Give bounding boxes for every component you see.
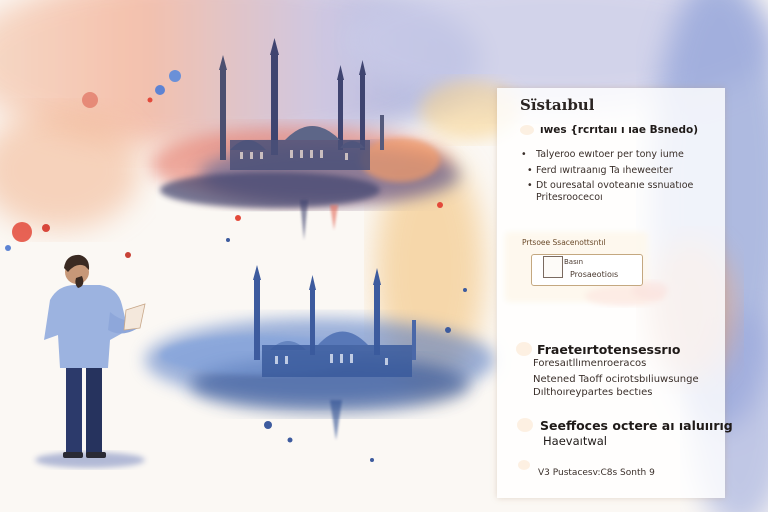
section-3-subheading: Haevaıtwal bbox=[543, 434, 607, 448]
bullet-continuation: Pritesroocecoı bbox=[536, 192, 603, 203]
person-figure bbox=[35, 255, 145, 468]
card-box bbox=[543, 256, 563, 278]
card-box-text: Basın bbox=[564, 258, 584, 266]
panel-footer: V3 Pustacesv:C8s Sonth 9 bbox=[538, 468, 655, 478]
section-3-heading: Seeffoces octere aı ıaluıırıg bbox=[540, 418, 733, 433]
section-2-heading: Fraeteırtotensessrıo bbox=[537, 342, 681, 357]
section-2-line: Dılthoıreypartes bectıes bbox=[533, 387, 653, 398]
panel-title: Sïstaıbul bbox=[520, 96, 595, 114]
card-inner-text: Prosaeotioıs bbox=[570, 270, 619, 279]
bullet-item: Dt ouresatal ovoteanıe ssnuatıoe bbox=[536, 180, 694, 191]
section-2-line: Foresaıtllımenroeracos bbox=[533, 358, 647, 369]
bullet-item: Talyeroo ewıtoer per tony iume bbox=[536, 149, 684, 160]
card-label: Prtsoee Ssacenottsntıl bbox=[522, 238, 606, 247]
section-2-line: Netened Taoff ocirotsbıliuwsunge bbox=[533, 374, 699, 385]
bullet-marker: • bbox=[527, 165, 533, 176]
bullet-item: Ferd ıwıtraanıg Ta ıheweeıter bbox=[536, 165, 673, 176]
section-1-heading: ıwes {rcrıtaıı ı ıae Bsnedo) bbox=[540, 124, 699, 136]
bullet-marker: • bbox=[521, 149, 527, 160]
bullet-marker: • bbox=[527, 180, 533, 191]
